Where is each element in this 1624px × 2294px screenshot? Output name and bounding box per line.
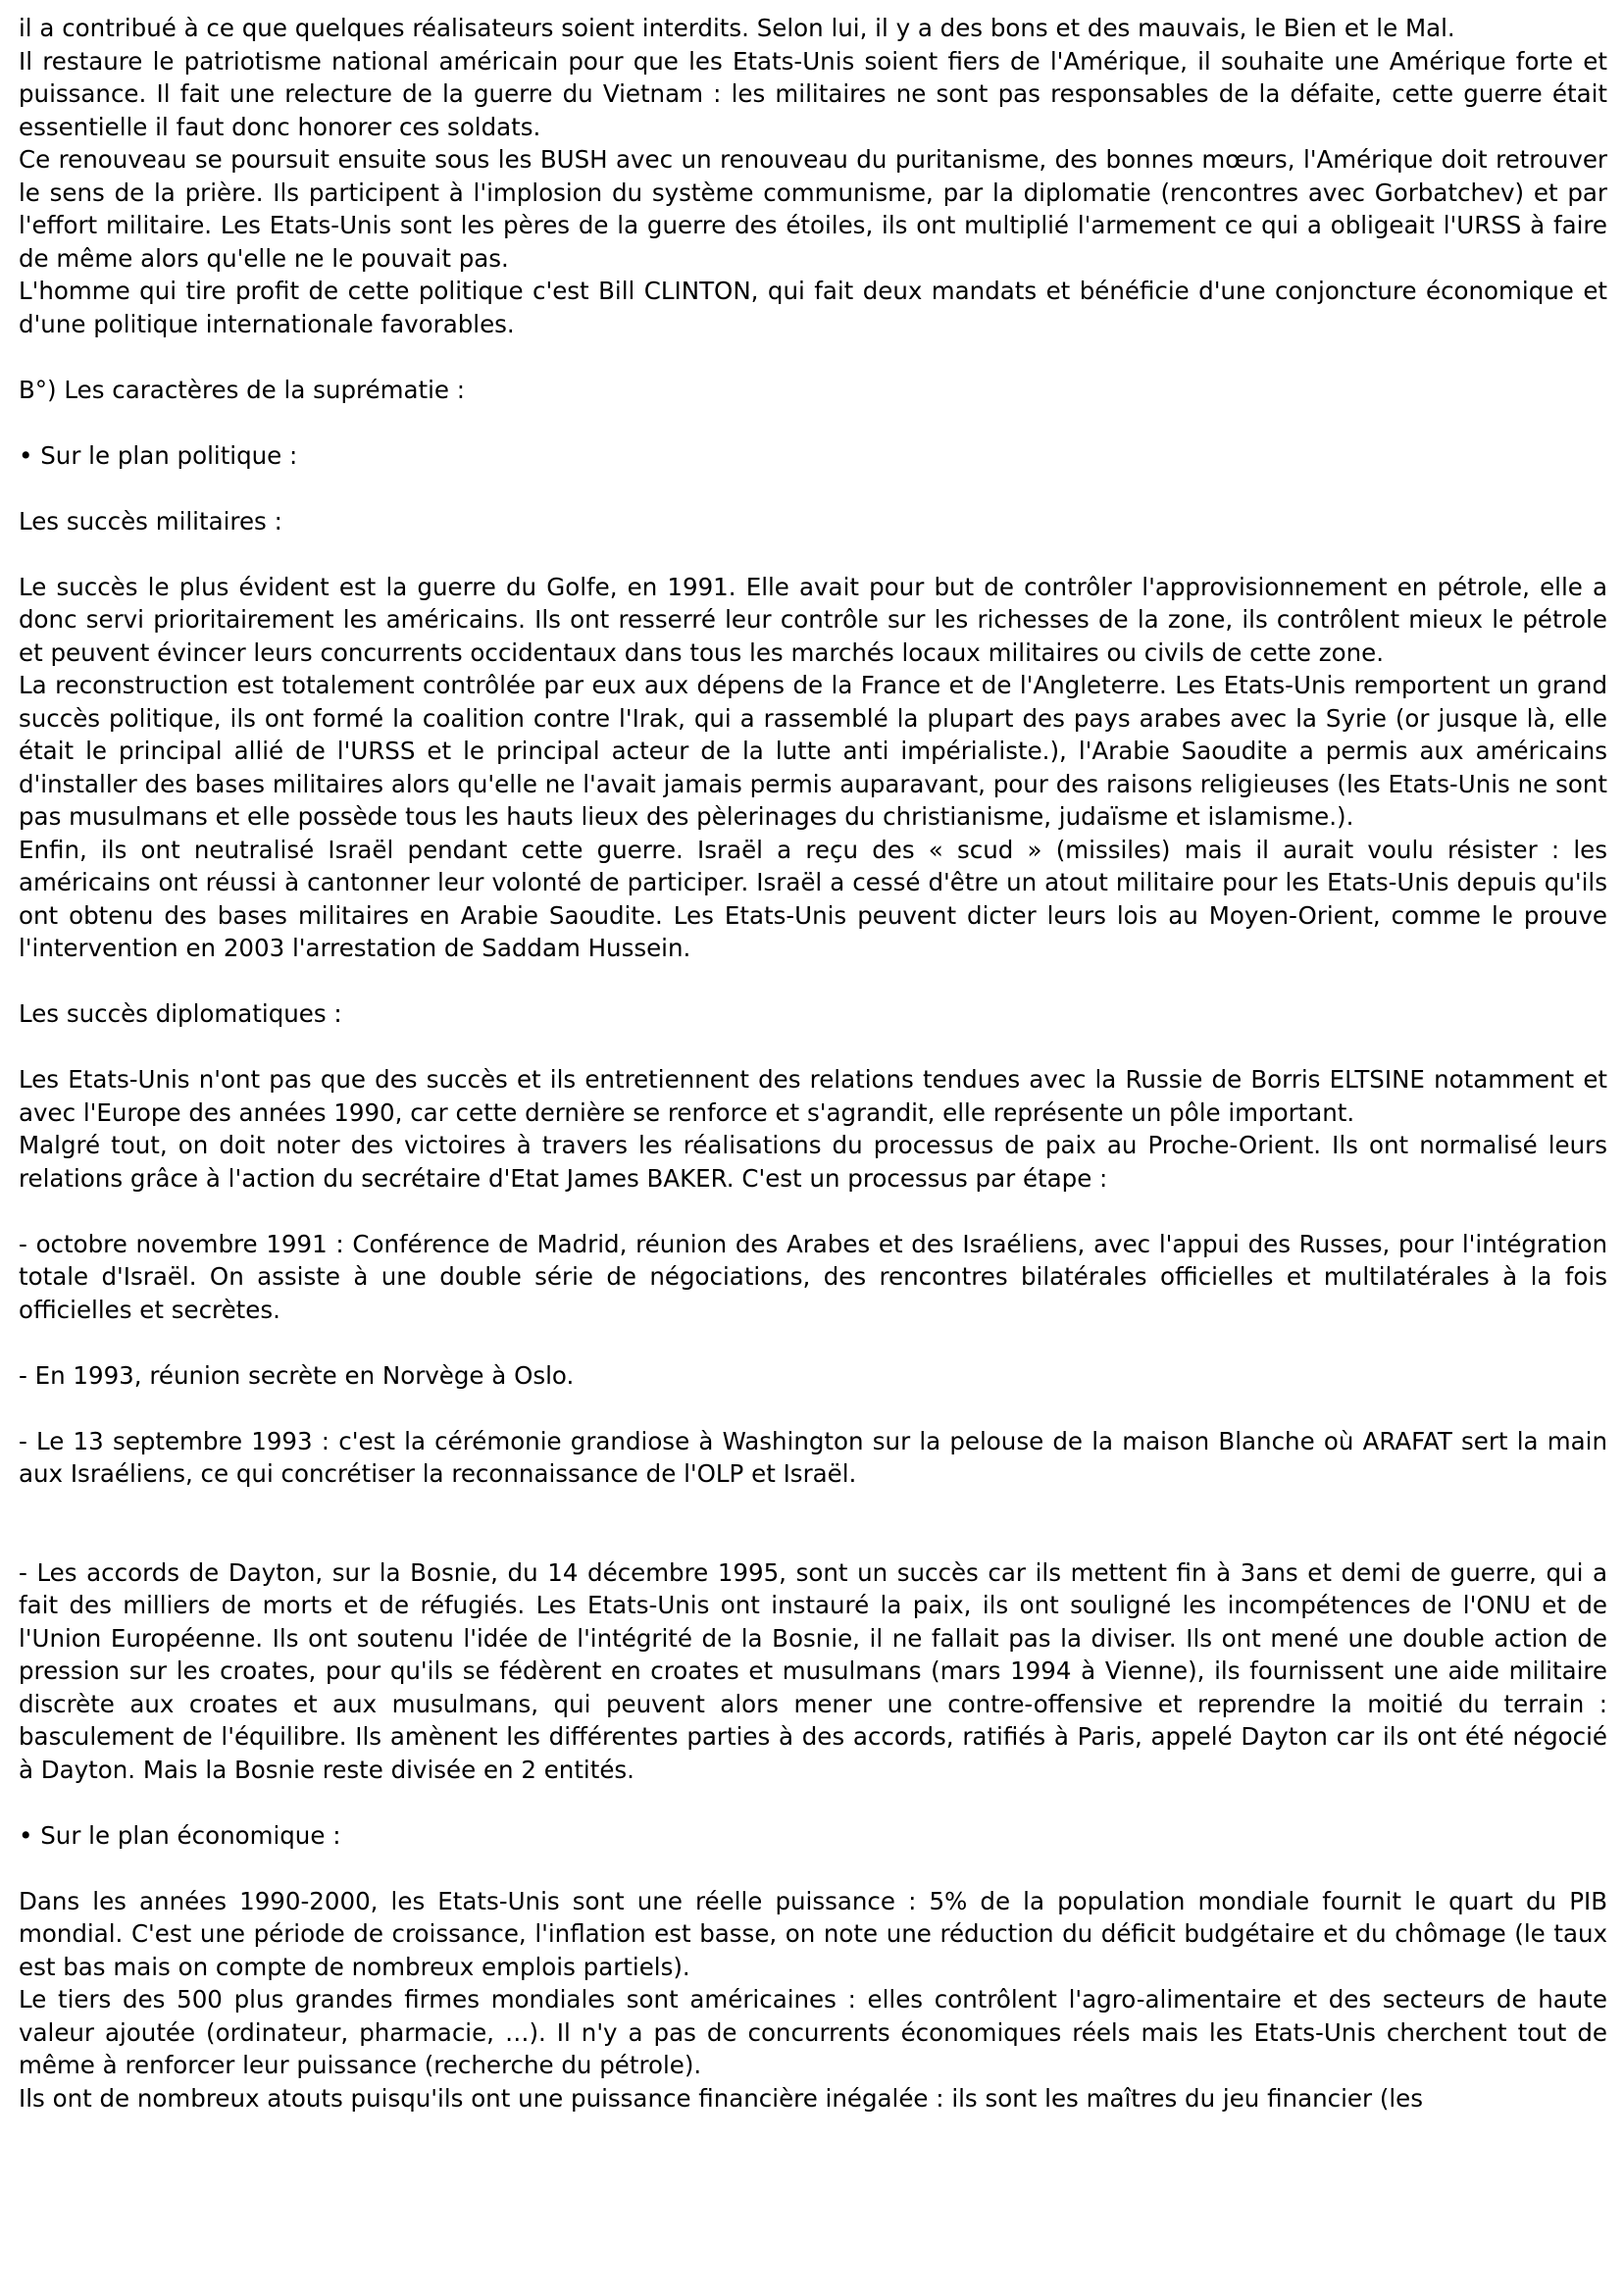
spacer [19,406,1607,439]
paragraph: Les Etats-Unis n'ont pas que des succès et ils entretiennent des relations tendues avec la Russie de Borris ELTSINE notamment et avec l'Europe des années 1990, car cette dernière se renforce et s'agrandit, elle représente un pôle important. [19,1065,1607,1127]
paragraph: Malgré tout, on doit noter des victoires à travers les réalisations du processus de paix au Proche-Orient. Ils ont normalisé leurs relations grâce à l'action du secrétaire d'Etat James BAKER. C'est un processus par étape : [19,1131,1607,1193]
paragraph: Ce renouveau se poursuit ensuite sous les BUSH avec un renouveau du puritanisme, des bonnes mœurs, l'Amérique doit retrouver le sens de la prière. Ils participent à l'implosion du système communisme, par la diplomatie (rencontres avec Gorbatchev) et par l'effort militaire. Les Etats-Unis sont les pères de la guerre des étoiles, ils ont multiplié l'armement ce qui a obligeait l'URSS à faire de même alors qu'elle ne le pouvait pas. [19,145,1607,273]
list-item: - Les accords de Dayton, sur la Bosnie, du 14 décembre 1995, sont un succès car ils mettent fin à 3ans et demi de guerre, qui a fait des milliers de morts et de réfugiés. Les Etats-Unis ont instauré la paix, ils ont souligné les incompétences de l'ONU et de l'Union Européenne. Ils ont soutenu l'idée de l'intégrité de la Bosnie, il ne fallait pas la diviser. Ils ont mené une double action de pression sur les croates, pour qu'ils se fédèrent en croates et musulmans (mars 1994 à Vienne), ils fournissent une aide militaire discrète aux croates et aux musulmans, qui peuvent alors mener une contre-offensive et reprendre la moitié du terrain : basculement de l'équilibre. Ils amènent les différentes parties à des accords, ratifiés à Paris, appelé Dayton car ils ont été négocié à Dayton. Mais la Bosnie reste divisée en 2 entités. [19,1557,1607,1784]
spacer [19,965,1607,998]
paragraph: il a contribué à ce que quelques réalisateurs soient interdits. Selon lui, il y a des bons et des mauvais, le Bien et le Mal. [19,14,1455,42]
spacer [19,537,1607,571]
paragraph: La reconstruction est totalement contrôlée par eux aux dépens de la France et de l'Angleterre. Les Etats-Unis remportent un grand succès politique, ils ont formé la coalition contre l'Irak, qui a rassemblé la plupart des pays arabes avec la Syrie (or jusque là, elle était le principal allié de l'URSS et le principal acteur de la lutte anti impérialiste.), l'Arabie Saoudite a permis aux américains d'installer des bases militaires alors qu'elle ne l'avait jamais permis auparavant, pour des raisons religieuses (les Etats-Unis ne sont pas musulmans et elle possède tous les hauts lieux des pèlerinages du christianisme, judaïsme et islamisme.). [19,671,1607,831]
spacer [19,1326,1607,1359]
spacer [19,1031,1607,1064]
subheading-diplomatiques: Les succès diplomatiques : [19,999,342,1028]
spacer [19,340,1607,374]
subheading-militaires: Les succès militaires : [19,506,282,535]
paragraph: Le tiers des 500 plus grandes firmes mondiales sont américaines : elles contrôlent l'agro-alimentaire et des secteurs de haute valeur ajoutée (ordinateur, pharmacie, …). Il n'y a pas de concurrents économiques réels mais les Etats-Unis cherchent tout de même à renforcer leur puissance (recherche du pétrole). [19,1985,1607,2079]
document-page [19,12,1607,2115]
paragraph: Il restaure le patriotisme national américain pour que les Etats-Unis soient fiers de l'Amérique, il souhaite une Amérique forte et puissance. Il fait une relecture de la guerre du Vietnam : les militaires ne sont pas responsables de la défaite, cette guerre était essentielle il faut donc honorer ces soldats. [19,46,1607,141]
paragraph: Dans les années 1990-2000, les Etats-Unis sont une réelle puissance : 5% de la population mondiale fournit le quart du PIB mondial. C'est une période de croissance, l'inflation est basse, on note une réduction du déficit budgétaire et du chômage (le taux est bas mais on compte de nombreux emplois partiels). [19,1886,1607,1981]
spacer [19,1195,1607,1228]
list-item: - octobre novembre 1991 : Conférence de Madrid, réunion des Arabes et des Israéliens, avec l'appui des Russes, pour l'intégration totale d'Israël. On assiste à une double série de négociations, des rencontres bilatérales officielles et multilatérales à la fois officielles et secrètes. [19,1229,1607,1324]
bullet-heading-politique: • Sur le plan politique : [19,440,298,470]
paragraph: Ils ont de nombreux atouts puisqu'ils ont une puissance financière inégalée : ils sont les maîtres du jeu financier (les [19,2083,1424,2113]
bullet-heading-economique: • Sur le plan économique : [19,1820,341,1850]
spacer [19,1852,1607,1885]
paragraph: Enfin, ils ont neutralisé Israël pendant cette guerre. Israël a reçu des « scud » (missiles) mais il aurait voulu résister : les américains ont réussi à cantonner leur volonté de participer. Israël a cessé d'être un atout militaire pour les Etats-Unis depuis qu'ils ont obtenu des bases militaires en Arabie Saoudite. Les Etats-Unis peuvent dicter leurs lois au Moyen-Orient, comme le prouve l'intervention en 2003 l'arrestation de Saddam Hussein. [19,835,1607,962]
paragraph: Le succès le plus évident est la guerre du Golfe, en 1991. Elle avait pour but de contrôler l'approvisionnement en pétrole, elle a donc servi prioritairement les américains. Ils ont resserré leur contrôle sur les richesses de la zone, ils contrôlent mieux le pétrole et peuvent évincer leurs concurrents occidentaux dans tous les marchés locaux militaires ou civils de cette zone. [19,572,1607,667]
spacer [19,1392,1607,1425]
spacer [19,1491,1607,1556]
spacer [19,472,1607,505]
list-item: - En 1993, réunion secrète en Norvège à Oslo. [19,1360,575,1390]
paragraph: L'homme qui tire profit de cette politique c'est Bill CLINTON, qui fait deux mandats et bénéficie d'une conjoncture économique et d'une politique internationale favorables. [19,277,1607,338]
spacer [19,1786,1607,1819]
section-heading-b: B°) Les caractères de la suprématie : [19,375,466,404]
list-item: - Le 13 septembre 1993 : c'est la cérémonie grandiose à Washington sur la pelouse de la maison Blanche où ARAFAT sert la main aux Israéliens, ce qui concrétiser la reconnaissance de l'OLP et Israël. [19,1426,1607,1488]
